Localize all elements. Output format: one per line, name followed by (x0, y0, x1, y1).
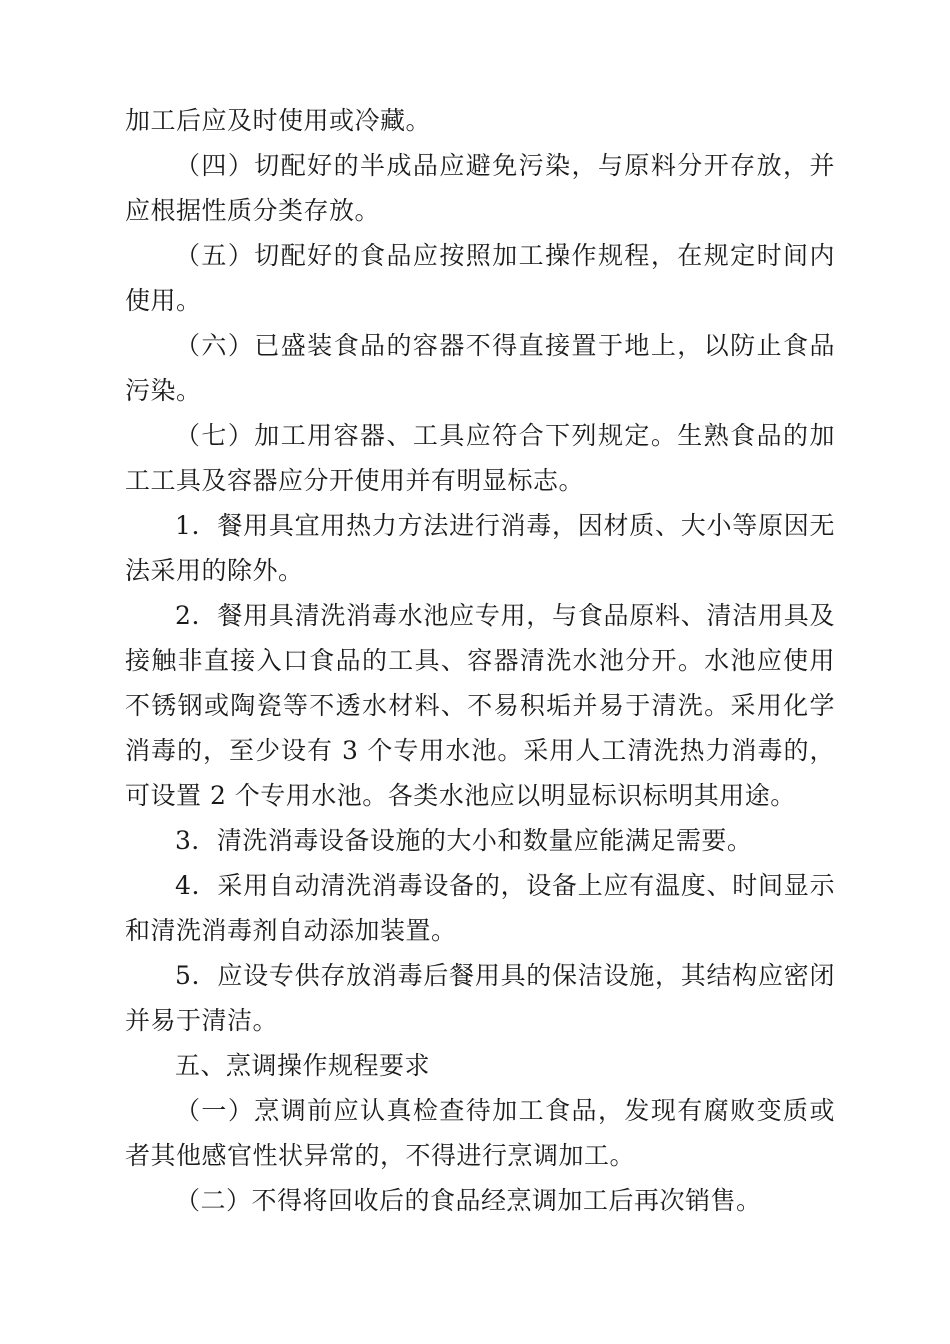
paragraph-subitem-2: 2．餐用具清洗消毒水池应专用，与食品原料、清洁用具及接触非直接入口食品的工具、容器清洗水池分开。水池应使用不锈钢或陶瓷等不透水材料、不易积垢并易于清洗。采用化学消毒的，至少设有 3 个专用水池。采用人工清洗热力消毒的，可设置 2 个专用水池。各类水池应以明显标识标明其用途。 (125, 601, 835, 810)
paragraph-item-4: （四）切配好的半成品应避免污染，与原料分开存放，并应根据性质分类存放。 (125, 151, 835, 225)
paragraph-section5-item-1: （一）烹调前应认真检查待加工食品，发现有腐败变质或者其他感官性状异常的，不得进行烹调加工。 (125, 1096, 835, 1170)
paragraph-item-7: （七）加工用容器、工具应符合下列规定。生熟食品的加工工具及容器应分开使用并有明显标志。 (125, 421, 835, 495)
paragraph-subitem-5: 5．应设专供存放消毒后餐用具的保洁设施，其结构应密闭并易于清洁。 (125, 961, 835, 1035)
paragraph-subitem-3: 3．清洗消毒设备设施的大小和数量应能满足需要。 (175, 826, 753, 855)
paragraph-subitem-4: 4．采用自动清洗消毒设备的，设备上应有温度、时间显示和清洗消毒剂自动添加装置。 (125, 871, 835, 945)
paragraph-item-6: （六）已盛装食品的容器不得直接置于地上，以防止食品污染。 (125, 331, 835, 405)
document-body (125, 98, 835, 1223)
paragraph-continuation: 加工后应及时使用或冷藏。 (125, 106, 432, 135)
paragraph-subitem-1: 1．餐用具宜用热力方法进行消毒，因材质、大小等原因无法采用的除外。 (125, 511, 835, 585)
section-heading: 五、烹调操作规程要求 (175, 1051, 431, 1080)
paragraph-section5-item-2: （二）不得将回收后的食品经烹调加工后再次销售。 (175, 1186, 762, 1215)
paragraph-item-5: （五）切配好的食品应按照加工操作规程，在规定时间内使用。 (125, 241, 835, 315)
